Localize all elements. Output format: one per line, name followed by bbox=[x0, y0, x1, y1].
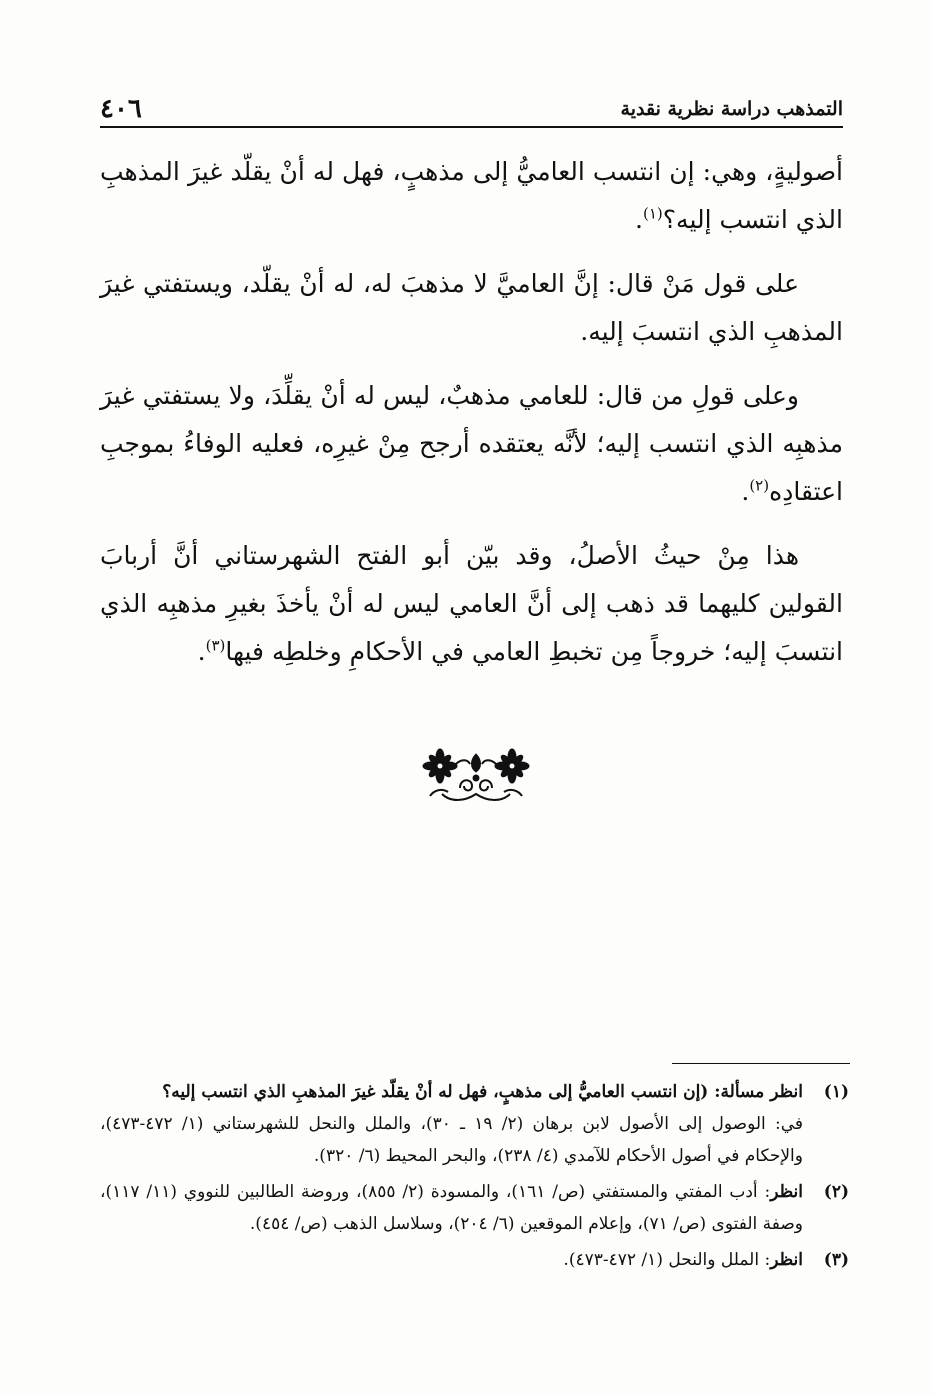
footnote-text bbox=[100, 1176, 803, 1240]
footnote-number: (١) bbox=[823, 1082, 849, 1102]
footnote-body: : أدب المفتي والمستفتي (ص/ ١٦١)، والمسودة (٢/ ٨٥٥)، وروضة الطالبين للنووي (١١/ ١١٧)، وصفة الفتوى (ص/ ٧١)، وإعلام الموقعين (٦/ ٢٠٤)، وسلاسل الذهب (ص/ ٤٥٤). bbox=[100, 1182, 803, 1234]
paragraph-1-text: أصوليةٍ، وهي: إن انتسب العاميُّ إلى مذهبٍ، فهل له أنْ يقلّد غيرَ المذهبِ الذي انتسب إليه؟ bbox=[100, 157, 843, 234]
footnote-lead: انظر مسألة: (إن انتسب العاميُّ إلى مذهبٍ، فهل له أنْ يقلّد غيرَ المذهبِ الذي انتسب إليه؟ bbox=[162, 1082, 803, 1102]
footnote-number: (٢) bbox=[823, 1182, 849, 1202]
footnote-ref-1: (١) bbox=[642, 204, 663, 223]
footnote-lead: انظر bbox=[770, 1182, 803, 1202]
footnote-3 bbox=[100, 1244, 849, 1276]
paragraph-4-end: . bbox=[197, 637, 206, 666]
paragraph-1-end: . bbox=[635, 205, 643, 234]
footnote-separator bbox=[672, 1063, 850, 1064]
footnote-1 bbox=[100, 1076, 849, 1172]
footnote-text bbox=[100, 1244, 803, 1276]
footnote-ref-2: (٢) bbox=[749, 476, 770, 495]
paragraph-3-text: وعلى قولِ من قال: للعامي مذهبٌ، ليس له أنْ يقلِّدَ، ولا يستفتي غيرَ مذهبِه الذي انتسب إليه؛ لأنَّه يعتقده أرجح مِنْ غيرِه، فعليه الوفاءُ بموجبِ اعتقادِه bbox=[100, 381, 843, 506]
footnote-2 bbox=[100, 1176, 849, 1240]
footnote-body: : الملل والنحل (١/ ٤٧٢-٤٧٣). bbox=[563, 1250, 771, 1270]
page-header bbox=[100, 92, 843, 128]
paragraph-4-text: هذا مِنْ حيثُ الأصلُ، وقد بيّن أبو الفتح الشهرستاني أنَّ أربابَ القولين كليهما قد ذهب إلى أنَّ العامي ليس له أنْ يأخذَ بغيرِ مذهبِه الذي انتسبَ إليه؛ خروجاً مِن تخبطِ العامي في الأحكامِ وخلطِه فيها bbox=[100, 541, 843, 666]
footnote-lead: انظر bbox=[770, 1250, 803, 1270]
footnote-ref-3: (٣) bbox=[205, 636, 226, 655]
paragraph-3 bbox=[100, 372, 843, 516]
footnote-text bbox=[100, 1076, 803, 1172]
floral-ornament-icon bbox=[420, 748, 532, 806]
footnote-number: (٣) bbox=[823, 1250, 849, 1270]
page-number: ٤٠٦ bbox=[100, 94, 142, 124]
main-text bbox=[100, 148, 843, 692]
running-title: التمذهب دراسة نظرية نقدية bbox=[620, 98, 843, 120]
paragraph-1 bbox=[100, 148, 843, 244]
footnotes bbox=[100, 1076, 849, 1280]
paragraph-4 bbox=[100, 532, 843, 676]
paragraph-3-end: . bbox=[741, 477, 750, 506]
footnote-body: في: الوصول إلى الأصول لابن برهان (٢/ ١٩ ـ ٣٠)، والملل والنحل للشهرستاني (١/ ٤٧٢-٤٧٣)، والإحكام في أصول الأحكام للآمدي (٤/ ٢٣٨)، والبحر المحيط (٦/ ٣٢٠). bbox=[100, 1114, 803, 1166]
paragraph-2: على قول مَنْ قال: إنَّ العاميَّ لا مذهبَ له، له أنْ يقلّد، ويستفتي غيرَ المذهبِ الذي انتسبَ إليه. bbox=[100, 269, 843, 346]
